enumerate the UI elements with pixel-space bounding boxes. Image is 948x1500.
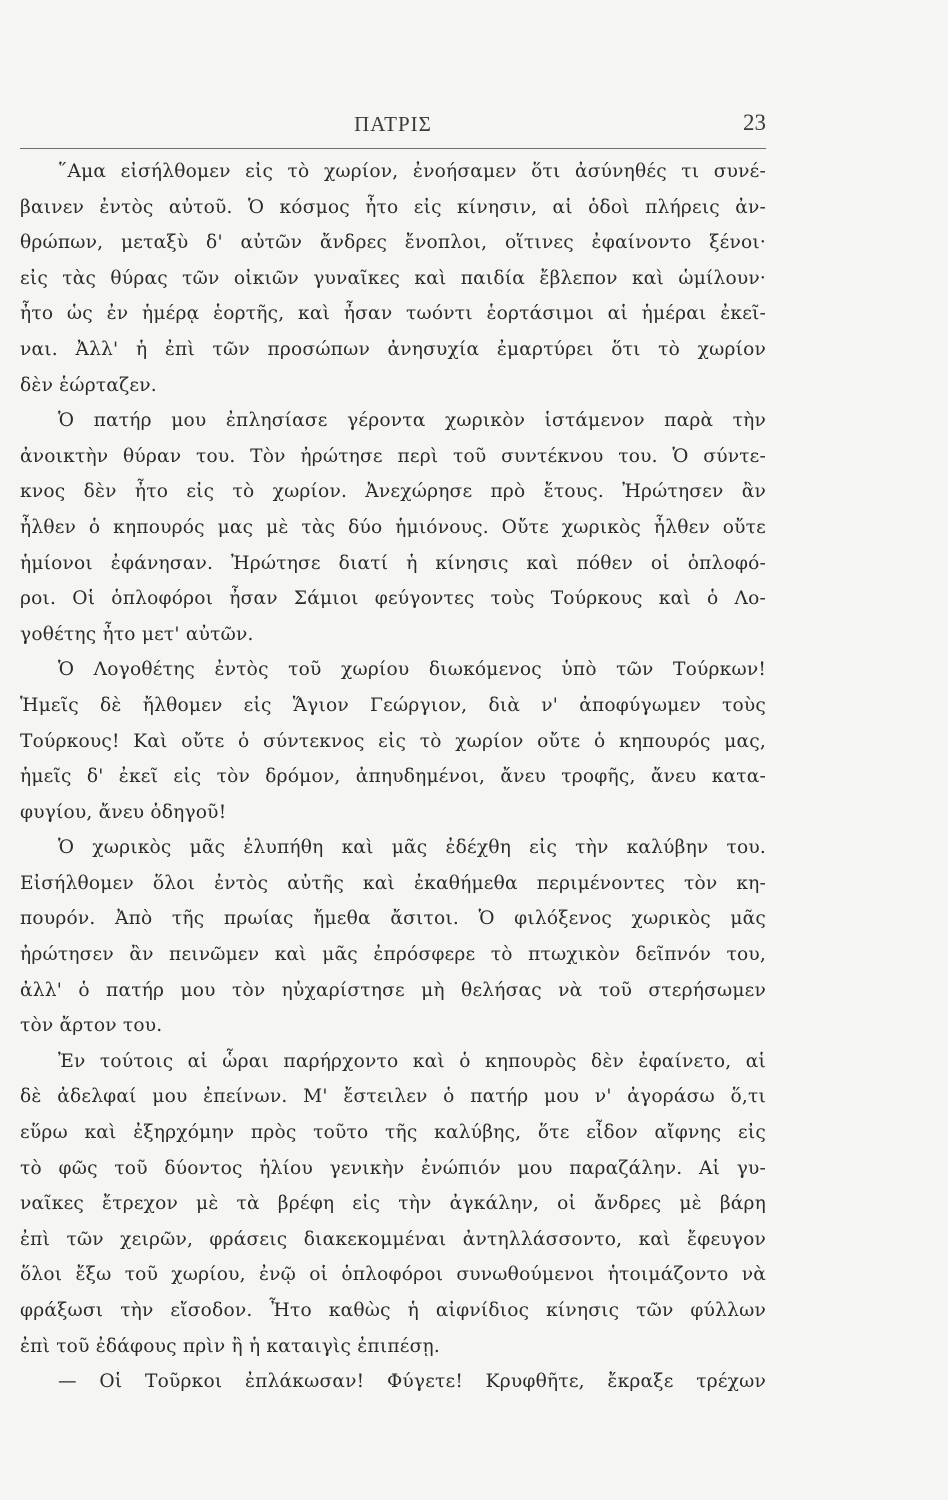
text-line: τὸν ἄρτον του. <box>20 1015 163 1037</box>
text-line: ροι. Οἱ ὁπλοφόροι ἦσαν Σάμιοι φεύγοντες τοὺς Τούρκους καὶ ὁ Λο- <box>20 588 766 610</box>
text-line: ἐπὶ τοῦ ἐδάφους πρὶν ἢ ἡ καταιγὶς ἐπιπέσῃ. <box>20 1335 440 1357</box>
page-header <box>20 108 766 149</box>
text-line: φράξωσι τὴν εἴσοδον. Ἦτο καθὼς ἡ αἰφνίδιος κίνησις τῶν φύλλων <box>20 1300 766 1321</box>
text-line: πουρόν. Ἀπὸ τῆς πρωίας ἤμεθα ἄσιτοι. Ὁ φιλόξενος χωρικὸς μᾶς <box>20 908 766 930</box>
text-line: ὅλοι ἔξω τοῦ χωρίου, ἐνῷ οἱ ὁπλοφόροι συνωθούμενοι ἡτοιμάζοντο νὰ <box>20 1264 766 1286</box>
page-number: 23 <box>743 110 766 135</box>
text-line: ἐπὶ τῶν χειρῶν, φράσεις διακεκομμέναι ἀντηλλάσσοντο, καὶ ἔφευγον <box>20 1228 766 1250</box>
text-line: ἡμεῖς δ' ἐκεῖ εἰς τὸν δρόμον, ἀπηυδημένοι, ἄνευ τροφῆς, ἄνευ κατα- <box>20 766 766 788</box>
text-line: δὲν ἑώρταζεν. <box>20 374 157 396</box>
text-line: ἀνοικτὴν θύραν του. Τὸν ἠρώτησε περὶ τοῦ συντέκνου του. Ὁ σύντε- <box>20 445 766 467</box>
text-line: ἠρώτησεν ἂν πεινῶμεν καὶ μᾶς ἐπρόσφερε τὸ πτωχικὸν δεῖπνόν του, <box>20 944 766 966</box>
text-line: θρώπων, μεταξὺ δ' αὐτῶν ἄνδρες ἔνοπλοι, οἵτινες ἐφαίνοντο ξένοι· <box>20 232 766 254</box>
text-line: ἦλθεν ὁ κηπουρός μας μὲ τὰς δύο ἡμιόνους. Οὔτε χωρικὸς ἦλθεν οὔτε <box>20 516 766 538</box>
text-line: φυγίου, ἄνευ ὁδηγοῦ! <box>20 801 227 823</box>
text-line: τὸ φῶς τοῦ δύοντος ἡλίου γενικὴν ἐνώπιόν μου παραζάλην. Αἱ γυ- <box>20 1157 766 1179</box>
text-line: κνος δὲν ἦτο εἰς τὸ χωρίον. Ἀνεχώρησε πρὸ ἔτους. Ἠρώτησεν ἂν <box>20 481 766 503</box>
text-line: Ὁ Λογοθέτης ἐντὸς τοῦ χωρίου διωκόμενος ὑπὸ τῶν Τούρκων! <box>58 659 766 681</box>
text-line: Εἰσήλθομεν ὅλοι ἐντὸς αὐτῆς καὶ ἐκαθήμεθα περιμένοντες τὸν κη- <box>20 872 766 894</box>
text-line: Τούρκους! Καὶ οὔτε ὁ σύντεκνος εἰς τὸ χωρίον οὔτε ὁ κηπουρός μας, <box>20 730 766 752</box>
text-line: δὲ ἀδελφαί μου ἐπείνων. Μ' ἔστειλεν ὁ πατήρ μου ν' ἀγοράσω ὅ,τι <box>20 1086 766 1108</box>
text-line: ἦτο ὡς ἐν ἡμέρᾳ ἑορτῆς, καὶ ἦσαν τωόντι ἑορτάσιμοι αἱ ἡμέραι ἐκεῖ- <box>20 303 766 325</box>
text-line: Ἐν τούτοις αἱ ὧραι παρήρχοντο καὶ ὁ κηπουρὸς δὲν ἐφαίνετο, αἱ <box>58 1050 766 1072</box>
text-line: Ὁ χωρικὸς μᾶς ἐλυπήθη καὶ μᾶς ἐδέχθη εἰς τὴν καλύβην του. <box>58 837 766 859</box>
text-line: Ὁ πατήρ μου ἐπλησίασε γέροντα χωρικὸν ἱστάμενον παρὰ τὴν <box>58 410 766 432</box>
text-line: ῞Αμα εἰσήλθομεν εἰς τὸ χωρίον, ἐνοήσαμεν ὅτι ἀσύνηθές τι συνέ- <box>58 161 766 182</box>
running-title: ΠΑΤΡΙΣ <box>354 112 432 136</box>
text-line: Ἡμεῖς δὲ ἤλθομεν εἰς Ἅγιον Γεώργιον, διὰ ν' ἀποφύγωμεν τοὺς <box>20 694 766 716</box>
text-line: εἰς τὰς θύρας τῶν οἰκιῶν γυναῖκες καὶ παιδία ἔβλεπον καὶ ὡμίλουν· <box>20 267 766 289</box>
text-line: βαινεν ἐντὸς αὐτοῦ. Ὁ κόσμος ἦτο εἰς κίνησιν, αἱ ὁδοὶ πλήρεις ἀν- <box>20 196 766 218</box>
text-line: — Οἱ Τοῦρκοι ἐπλάκωσαν! Φύγετε! Κρυφθῆτε, ἔκραξε τρέχων <box>58 1371 766 1393</box>
text-line: ναι. Ἀλλ' ἡ ἐπὶ τῶν προσώπων ἀνησυχία ἐμαρτύρει ὅτι τὸ χωρίον <box>20 338 766 360</box>
text-line: ναῖκες ἔτρεχον μὲ τὰ βρέφη εἰς τὴν ἀγκάλην, οἱ ἄνδρες μὲ βάρη <box>20 1193 766 1215</box>
text-line: ἡμίονοι ἐφάνησαν. Ἠρώτησε διατί ἡ κίνησις καὶ πόθεν οἱ ὁπλοφό- <box>20 552 766 574</box>
text-line: εὕρω καὶ ἐξηρχόμην πρὸς τοῦτο τῆς καλύβης, ὅτε εἶδον αἴφνης εἰς <box>20 1122 766 1144</box>
text-line: ἀλλ' ὁ πατήρ μου τὸν ηὐχαρίστησε μὴ θελήσας νὰ τοῦ στερήσωμεν <box>20 979 766 1001</box>
body-text <box>20 154 766 1400</box>
text-line: γοθέτης ἦτο μετ' αὐτῶν. <box>20 623 254 645</box>
